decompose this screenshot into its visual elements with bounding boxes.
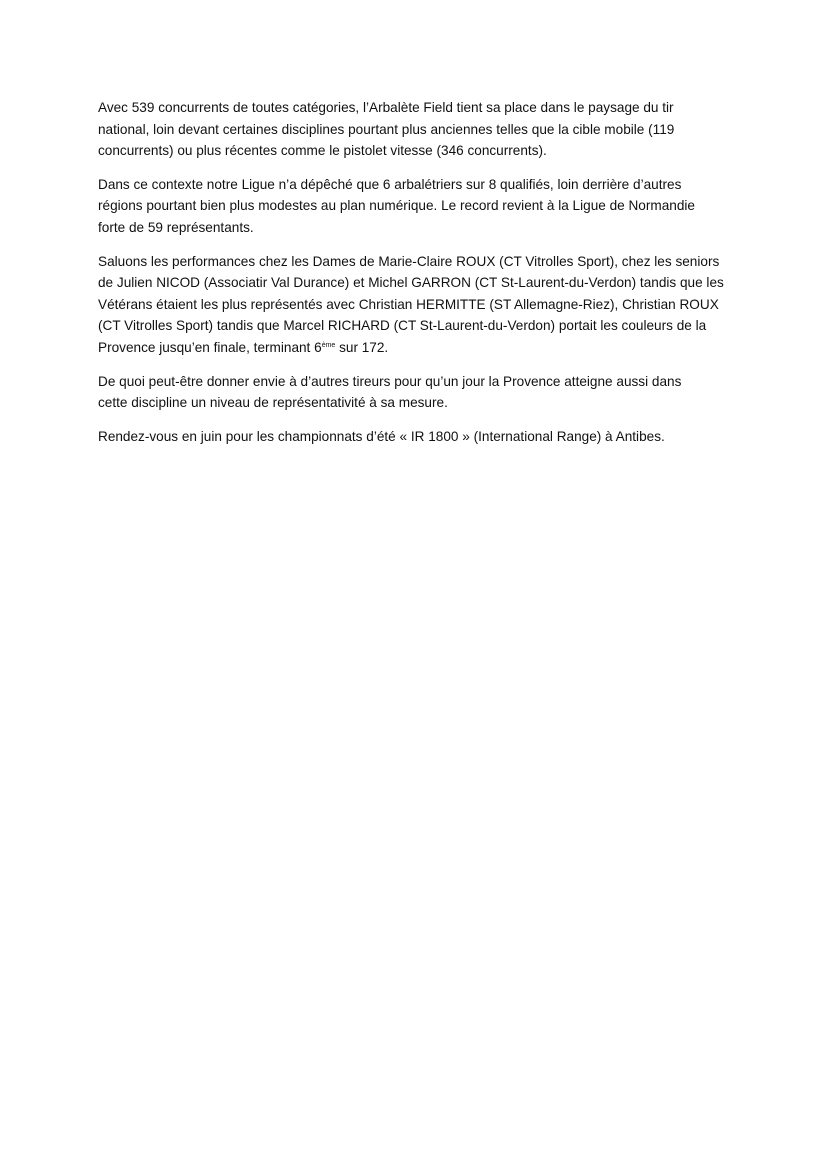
text-line: de Julien NICOD (Associatir Val Durance) et Michel GARRON (CT St-Laurent-du-Verdon) tandis que les [98, 275, 724, 291]
text-line: Rendez-vous en juin pour les championnats d’été « IR 1800 » (International Range) à Antibes. [98, 428, 665, 444]
text-line-final-ranking [98, 337, 730, 359]
paragraph-next-event [98, 426, 730, 448]
text-line: Avec 539 concurrents de toutes catégories, l’Arbalète Field tient sa place dans le paysage du tir [98, 100, 674, 115]
text-line: cette discipline un niveau de représentativité à sa mesure. [98, 395, 448, 411]
paragraph-participation [98, 97, 730, 162]
text-line: Saluons les performances chez les Dames de Marie-Claire ROUX (CT Vitrolles Sport), chez les seniors [98, 253, 720, 269]
text-line: régions pourtant bien plus modestes au plan numérique. Le record revient à la Ligue de Normandie [98, 198, 695, 214]
text-line: (CT Vitrolles Sport) tandis que Marcel RICHARD (CT St-Laurent-du-Verdon) portait les couleurs de la [98, 318, 707, 334]
final-ranking-total: sur 172. [335, 339, 389, 355]
document-body [98, 97, 730, 459]
text-line: Dans ce contexte notre Ligue n’a dépêché que 6 arbalétriers sur 8 qualifiés, loin derrière d’autres [98, 176, 682, 192]
text-line: national, loin devant certaines disciplines pourtant plus anciennes telles que la cible mobile (119 [98, 121, 675, 137]
final-ranking-text: Provence jusqu’en finale, terminant 6 [98, 339, 322, 355]
ordinal-superscript: ème [321, 341, 336, 349]
text-line: forte de 59 représentants. [98, 219, 254, 235]
paragraph-performances [98, 251, 730, 359]
paragraph-league-context [98, 174, 730, 239]
text-line: concurrents) ou plus récentes comme le pistolet vitesse (346 concurrents). [98, 143, 547, 159]
text-line: Vétérans étaient les plus représentés avec Christian HERMITTE (ST Allemagne-Riez), Christian ROUX [98, 296, 719, 312]
paragraph-encouragement [98, 371, 730, 414]
text-line: De quoi peut-être donner envie à d’autres tireurs pour qu’un jour la Provence atteigne aussi dans [98, 373, 682, 389]
